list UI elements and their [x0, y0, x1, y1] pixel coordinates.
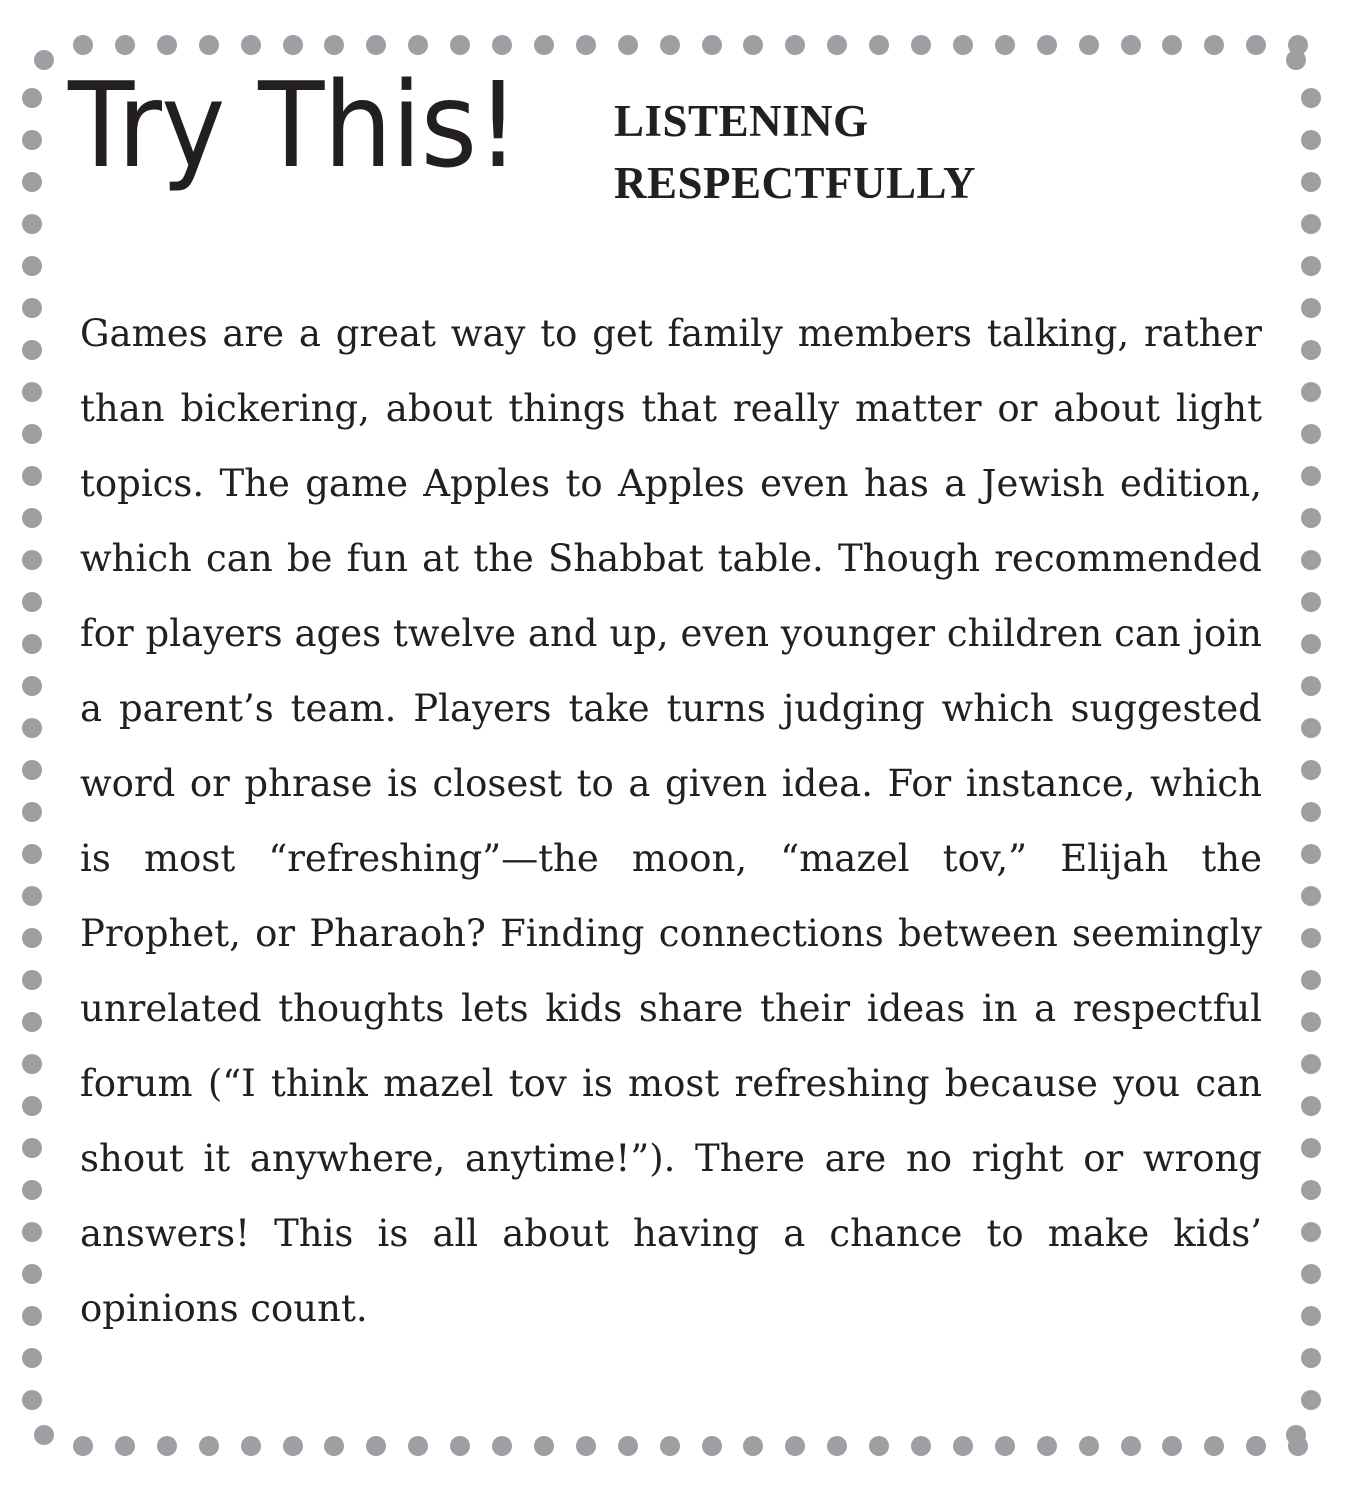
- border-dot: [22, 718, 42, 738]
- border-dot: [22, 886, 42, 906]
- border-dot: [1037, 35, 1057, 55]
- border-dot: [73, 35, 93, 55]
- border-dot: [157, 35, 177, 55]
- border-dot: [408, 35, 428, 55]
- border-dot: [73, 1436, 93, 1456]
- border-dot: [660, 35, 680, 55]
- border-dot: [995, 35, 1015, 55]
- border-dot: [1301, 550, 1321, 570]
- border-dot: [22, 214, 42, 234]
- border-dot: [22, 424, 42, 444]
- border-dot: [1286, 50, 1306, 70]
- border-dot: [1301, 172, 1321, 192]
- border-dot: [869, 35, 889, 55]
- border-dot: [22, 760, 42, 780]
- border-dot: [953, 35, 973, 55]
- border-dot: [995, 1436, 1015, 1456]
- border-dot: [22, 298, 42, 318]
- border-dot: [22, 676, 42, 696]
- try-this-heading: Try This!: [68, 56, 519, 194]
- border-dot: [702, 1436, 722, 1456]
- border-dot: [199, 35, 219, 55]
- border-dot: [22, 130, 42, 150]
- border-dot: [1301, 1348, 1321, 1368]
- border-dot: [534, 35, 554, 55]
- border-dot: [534, 1436, 554, 1456]
- border-dot: [366, 35, 386, 55]
- border-dot: [911, 1436, 931, 1456]
- border-dot: [408, 1436, 428, 1456]
- border-dot: [1246, 35, 1266, 55]
- border-dot: [22, 1138, 42, 1158]
- border-dot: [660, 1436, 680, 1456]
- border-dot: [1079, 35, 1099, 55]
- border-dot: [22, 256, 42, 276]
- border-dot: [22, 1180, 42, 1200]
- border-dot: [283, 1436, 303, 1456]
- border-dot: [702, 35, 722, 55]
- border-dot: [1301, 1180, 1321, 1200]
- border-dot: [1301, 508, 1321, 528]
- border-dot: [1301, 424, 1321, 444]
- border-dot: [1162, 35, 1182, 55]
- border-dot: [1301, 466, 1321, 486]
- border-dot: [911, 35, 931, 55]
- border-dot: [22, 928, 42, 948]
- border-dot: [1286, 1425, 1306, 1445]
- border-dot: [22, 1012, 42, 1032]
- border-dot: [1301, 634, 1321, 654]
- border-dot: [450, 35, 470, 55]
- border-dot: [283, 35, 303, 55]
- border-dot: [1301, 256, 1321, 276]
- border-dot: [785, 1436, 805, 1456]
- border-dot: [618, 35, 638, 55]
- border-dot: [22, 382, 42, 402]
- border-dot: [22, 1264, 42, 1284]
- border-dot: [34, 50, 54, 70]
- border-dot: [22, 634, 42, 654]
- border-dot: [1301, 340, 1321, 360]
- border-dot: [22, 844, 42, 864]
- border-dot: [22, 340, 42, 360]
- border-dot: [1121, 35, 1141, 55]
- border-dot: [1246, 1436, 1266, 1456]
- border-dot: [22, 172, 42, 192]
- border-dot: [324, 1436, 344, 1456]
- border-dot: [1121, 1436, 1141, 1456]
- border-dot: [1288, 35, 1308, 55]
- border-dot: [1288, 1436, 1308, 1456]
- border-dot: [22, 970, 42, 990]
- border-dot: [743, 1436, 763, 1456]
- border-dot: [22, 802, 42, 822]
- border-dot: [1301, 760, 1321, 780]
- border-dot: [1301, 214, 1321, 234]
- border-dot: [115, 1436, 135, 1456]
- border-dot: [22, 466, 42, 486]
- border-dot: [115, 35, 135, 55]
- border-dot: [1301, 1054, 1321, 1074]
- border-dot: [22, 592, 42, 612]
- border-dot: [1301, 1222, 1321, 1242]
- border-dot: [199, 1436, 219, 1456]
- border-dot: [157, 1436, 177, 1456]
- border-dot: [492, 35, 512, 55]
- border-dot: [1301, 970, 1321, 990]
- border-dot: [450, 1436, 470, 1456]
- border-dot: [1037, 1436, 1057, 1456]
- border-dot: [743, 35, 763, 55]
- border-dot: [241, 35, 261, 55]
- border-dot: [618, 1436, 638, 1456]
- border-dot: [1301, 382, 1321, 402]
- border-dot: [1301, 844, 1321, 864]
- border-dot: [1301, 592, 1321, 612]
- border-dot: [827, 1436, 847, 1456]
- border-dot: [1079, 1436, 1099, 1456]
- border-dot: [22, 1096, 42, 1116]
- border-dot: [1301, 1138, 1321, 1158]
- border-dot: [785, 35, 805, 55]
- border-dot: [492, 1436, 512, 1456]
- border-dot: [1301, 1096, 1321, 1116]
- border-dot: [22, 1222, 42, 1242]
- border-dot: [1301, 802, 1321, 822]
- body-paragraph: Games are a great way to get family members talking, rather than bickering, about things that really matter or about light topics. The game Apples to Apples even has a Jewish edition, which can be fun at the Shabbat table. Though recommended for players ages twelve and up, even younger children can join a parent’s team. Players take turns judging which suggested word or phrase is closest to a given idea. For instance, which is most “refreshing”—the moon, “mazel tov,” Elijah the Prophet, or Pharaoh? Finding connections between seemingly unrelated thoughts lets kids share their ideas in a respectful forum (“I think mazel tov is most refreshing because you can shout it anywhere, anytime!”). There are no right or wrong answers! This is all about having a chance to make kids’ opinions count.: [80, 312, 1262, 1330]
- border-dot: [869, 1436, 889, 1456]
- border-dot: [1301, 1390, 1321, 1410]
- border-dot: [1162, 1436, 1182, 1456]
- border-dot: [1301, 886, 1321, 906]
- border-dot: [1301, 718, 1321, 738]
- border-dot: [241, 1436, 261, 1456]
- border-dot: [1301, 88, 1321, 108]
- border-dot: [576, 1436, 596, 1456]
- border-dot: [1301, 130, 1321, 150]
- border-dot: [22, 1054, 42, 1074]
- border-dot: [22, 1390, 42, 1410]
- border-dot: [1301, 676, 1321, 696]
- border-dot: [1204, 1436, 1224, 1456]
- border-dot: [22, 88, 42, 108]
- border-dot: [1301, 928, 1321, 948]
- border-dot: [827, 35, 847, 55]
- border-dot: [22, 1306, 42, 1326]
- border-dot: [22, 508, 42, 528]
- border-dot: [576, 35, 596, 55]
- border-dot: [1301, 1012, 1321, 1032]
- border-dot: [1301, 1306, 1321, 1326]
- border-dot: [1301, 1264, 1321, 1284]
- border-dot: [34, 1425, 54, 1445]
- border-dot: [953, 1436, 973, 1456]
- border-dot: [366, 1436, 386, 1456]
- section-subtitle: LISTENING RESPECTFULLY: [614, 96, 976, 208]
- border-dot: [22, 1348, 42, 1368]
- border-dot: [1204, 35, 1224, 55]
- border-dot: [1301, 298, 1321, 318]
- border-dot: [22, 550, 42, 570]
- border-dot: [324, 35, 344, 55]
